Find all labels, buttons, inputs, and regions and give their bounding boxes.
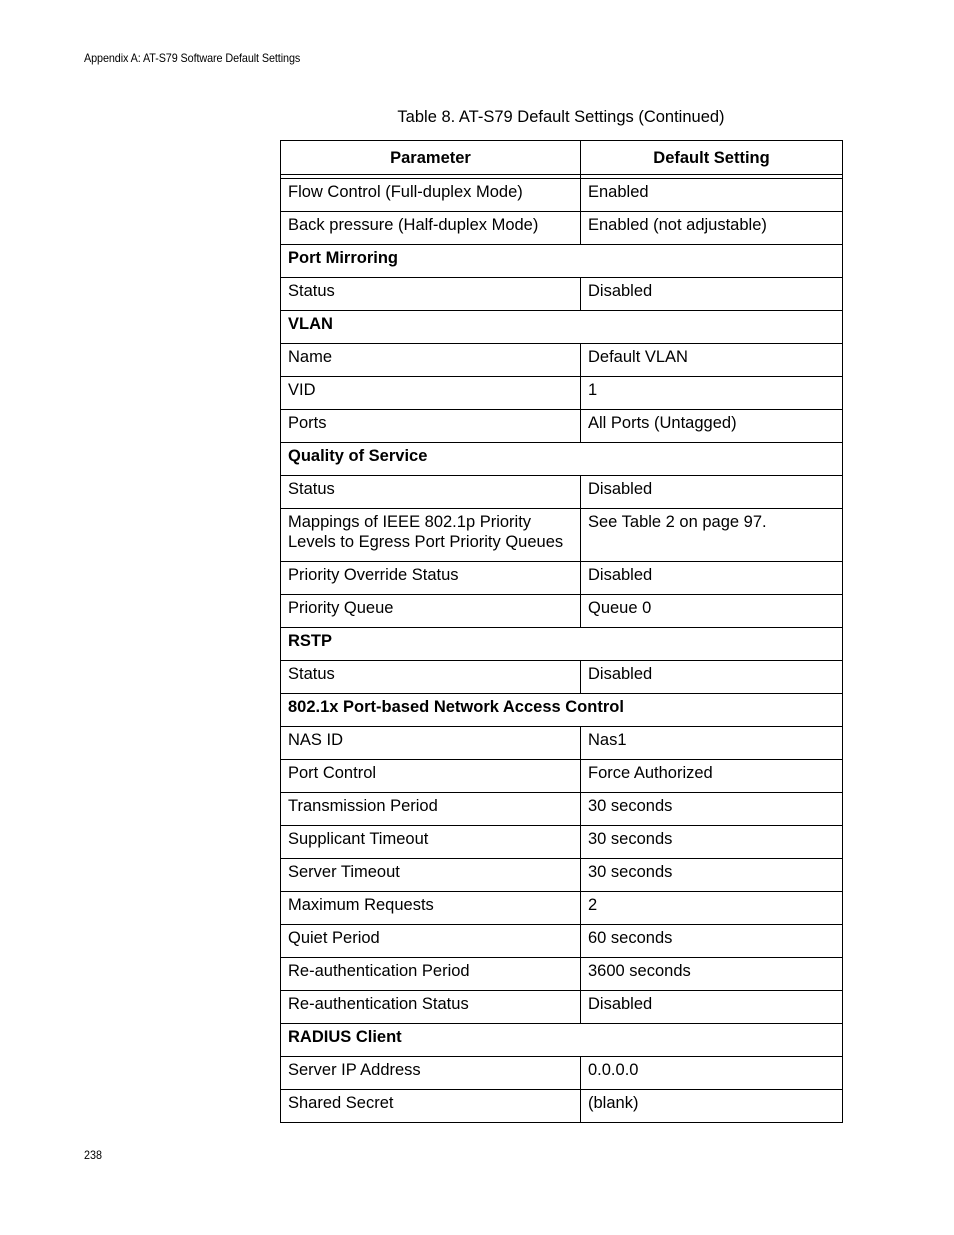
parameter-cell: VID — [281, 377, 581, 410]
default-setting-cell: Enabled — [581, 179, 843, 212]
table-header-row — [281, 141, 843, 175]
table-row — [281, 892, 843, 925]
table-row — [281, 179, 843, 212]
table-row — [281, 476, 843, 509]
parameter-cell: Transmission Period — [281, 793, 581, 826]
table-body — [281, 179, 843, 1123]
table-row — [281, 958, 843, 991]
parameter-cell: Ports — [281, 410, 581, 443]
parameter-cell: Mappings of IEEE 802.1p Priority Levels to Egress Port Priority Queues — [281, 509, 581, 562]
default-setting-cell: 30 seconds — [581, 826, 843, 859]
parameter-cell: Flow Control (Full-duplex Mode) — [281, 179, 581, 212]
default-setting-cell: Enabled (not adjustable) — [581, 212, 843, 245]
column-header-parameter: Parameter — [281, 141, 581, 175]
section-row — [281, 628, 843, 661]
parameter-cell: Status — [281, 661, 581, 694]
table-row — [281, 595, 843, 628]
table-row — [281, 1090, 843, 1123]
table-row — [281, 509, 843, 562]
section-row — [281, 245, 843, 278]
table-row — [281, 991, 843, 1024]
section-title: RADIUS Client — [281, 1024, 843, 1057]
parameter-cell: Supplicant Timeout — [281, 826, 581, 859]
default-setting-cell: 2 — [581, 892, 843, 925]
default-setting-cell: Default VLAN — [581, 344, 843, 377]
default-setting-cell: Disabled — [581, 278, 843, 311]
parameter-cell: Status — [281, 476, 581, 509]
parameter-cell: Server IP Address — [281, 1057, 581, 1090]
page-number: 238 — [84, 1148, 103, 1162]
default-setting-cell: (blank) — [581, 1090, 843, 1123]
table-row — [281, 727, 843, 760]
parameter-cell: Quiet Period — [281, 925, 581, 958]
table-row — [281, 760, 843, 793]
table-row — [281, 859, 843, 892]
parameter-cell: Maximum Requests — [281, 892, 581, 925]
section-title: 802.1x Port-based Network Access Control — [281, 694, 843, 727]
table-row — [281, 278, 843, 311]
table-row — [281, 661, 843, 694]
default-setting-cell: Disabled — [581, 476, 843, 509]
default-setting-cell: Disabled — [581, 661, 843, 694]
table-row — [281, 1057, 843, 1090]
parameter-cell: Port Control — [281, 760, 581, 793]
default-settings-table — [280, 140, 843, 1123]
parameter-cell: Re-authentication Period — [281, 958, 581, 991]
parameter-cell: Back pressure (Half-duplex Mode) — [281, 212, 581, 245]
table-row — [281, 826, 843, 859]
table-row — [281, 377, 843, 410]
default-setting-cell: Force Authorized — [581, 760, 843, 793]
section-title: RSTP — [281, 628, 843, 661]
default-setting-cell: Disabled — [581, 991, 843, 1024]
default-setting-cell: 1 — [581, 377, 843, 410]
parameter-cell: NAS ID — [281, 727, 581, 760]
parameter-cell: Shared Secret — [281, 1090, 581, 1123]
table-row — [281, 562, 843, 595]
table-row — [281, 925, 843, 958]
section-row — [281, 694, 843, 727]
section-row — [281, 443, 843, 476]
default-setting-cell: Disabled — [581, 562, 843, 595]
column-header-default-setting: Default Setting — [581, 141, 843, 175]
parameter-cell: Status — [281, 278, 581, 311]
default-setting-cell: 60 seconds — [581, 925, 843, 958]
parameter-cell: Name — [281, 344, 581, 377]
default-setting-cell: 0.0.0.0 — [581, 1057, 843, 1090]
parameter-cell: Priority Override Status — [281, 562, 581, 595]
table-row — [281, 410, 843, 443]
parameter-cell: Priority Queue — [281, 595, 581, 628]
parameter-cell: Server Timeout — [281, 859, 581, 892]
section-title: Port Mirroring — [281, 245, 843, 278]
section-title: VLAN — [281, 311, 843, 344]
table-row — [281, 212, 843, 245]
default-setting-cell: Queue 0 — [581, 595, 843, 628]
table-row — [281, 793, 843, 826]
default-setting-cell: See Table 2 on page 97. — [581, 509, 843, 562]
table-row — [281, 344, 843, 377]
section-row — [281, 311, 843, 344]
section-title: Quality of Service — [281, 443, 843, 476]
parameter-cell: Re-authentication Status — [281, 991, 581, 1024]
default-setting-cell: 30 seconds — [581, 793, 843, 826]
section-row — [281, 1024, 843, 1057]
running-header: Appendix A: AT-S79 Software Default Settings — [84, 51, 301, 65]
default-setting-cell: All Ports (Untagged) — [581, 410, 843, 443]
default-setting-cell: 30 seconds — [581, 859, 843, 892]
table-caption: Table 8. AT-S79 Default Settings (Continued) — [397, 108, 725, 126]
default-setting-cell: 3600 seconds — [581, 958, 843, 991]
default-setting-cell: Nas1 — [581, 727, 843, 760]
